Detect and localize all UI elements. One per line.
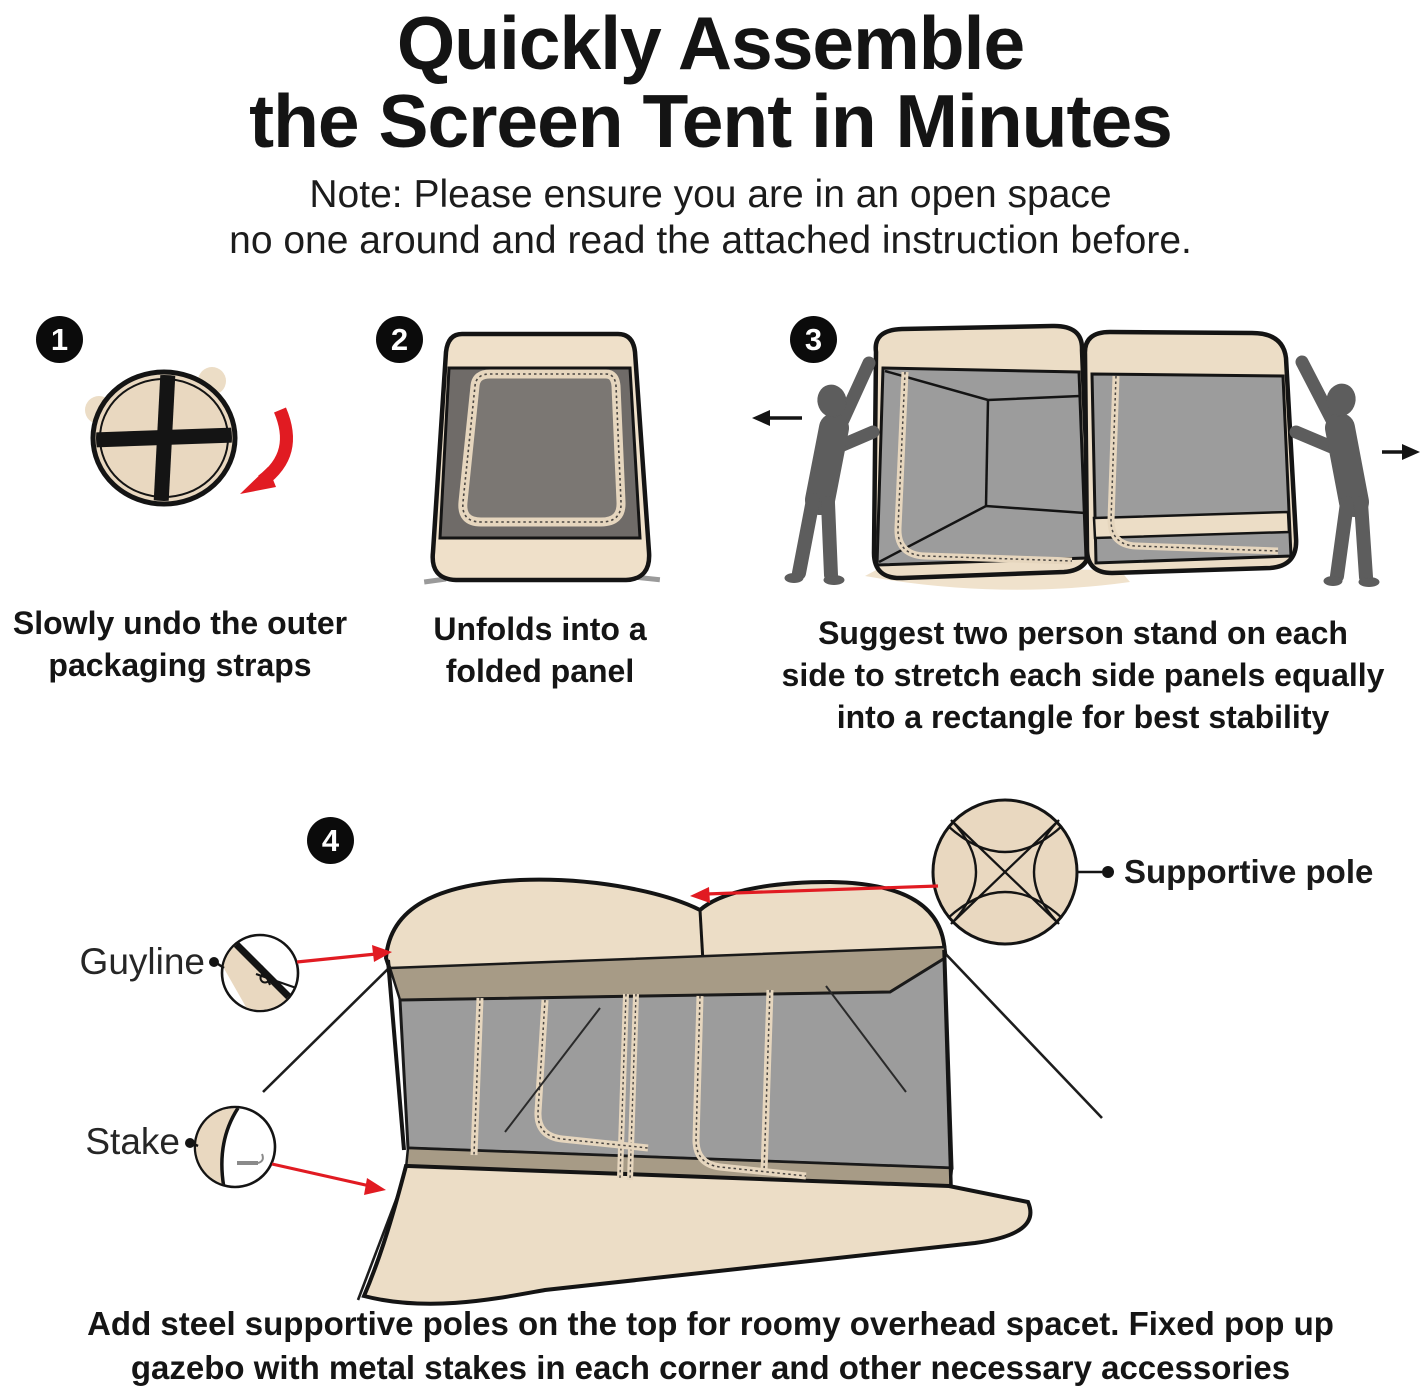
arrow-left-icon — [752, 410, 802, 426]
mesh-window — [463, 374, 621, 522]
page-title — [0, 1, 1421, 163]
step4-caption-line2: gazebo with metal stakes in each corner and other necessary accessories — [130, 1348, 1291, 1386]
step3-caption-line2: side to stretch each side panels equally — [781, 657, 1385, 694]
person-right — [1296, 362, 1379, 587]
arrow-right-icon — [1382, 444, 1420, 460]
step2-caption-line1: Unfolds into a — [433, 611, 647, 647]
tent-skirt — [364, 1166, 1030, 1304]
guyline-pointer-arrow — [297, 945, 392, 962]
note-line1: Note: Please ensure you are in an open space — [309, 173, 1112, 216]
step3-caption-line3: into a rectangle for best stability — [836, 699, 1330, 736]
stake-detail-icon — [190, 1107, 275, 1188]
packed-tent-illustration — [58, 356, 310, 536]
page-title-line1: Quickly Assemble — [396, 1, 1025, 85]
page-title-line2: the Screen Tent in Minutes — [249, 79, 1172, 163]
stake-pointer-arrow — [272, 1164, 386, 1195]
guyline-leader-dot — [209, 957, 219, 967]
note-line2: no one around and read the attached instruction before. — [229, 219, 1192, 263]
step1-caption-line2: packaging straps — [48, 647, 312, 684]
stake-label: Stake — [85, 1121, 180, 1162]
guyline-detail-icon — [218, 935, 302, 1014]
guyline-label: Guyline — [79, 941, 205, 982]
step3-caption — [747, 612, 1419, 739]
step1-badge: 1 — [36, 316, 83, 363]
step1-caption-line1: Slowly undo the outer — [12, 605, 348, 641]
supportive-pole-label: Supportive pole — [1124, 853, 1374, 890]
step4-caption — [0, 1302, 1421, 1388]
step2-caption-line2: folded panel — [445, 653, 635, 690]
step2-caption — [390, 608, 690, 692]
stretch-tent-illustration — [745, 318, 1421, 608]
step4-badge: 4 — [307, 817, 354, 864]
step3-caption-line1: Suggest two person stand on each — [818, 615, 1348, 651]
pole-leader-dot — [1102, 866, 1114, 878]
red-curved-arrow-icon — [240, 410, 286, 494]
step2-badge: 2 — [376, 316, 423, 363]
note-text — [0, 172, 1421, 264]
supportive-pole-icon — [933, 800, 1077, 944]
floor-strip — [1094, 512, 1289, 538]
stake-leader-dot — [185, 1138, 195, 1148]
step1-caption — [2, 602, 358, 686]
person-left — [785, 363, 873, 585]
folded-panel-illustration — [418, 326, 668, 598]
step3-badge: 3 — [790, 316, 837, 363]
step4-caption-line1: Add steel supportive poles on the top for roomy overhead spacet. Fixed pop up — [87, 1305, 1334, 1342]
